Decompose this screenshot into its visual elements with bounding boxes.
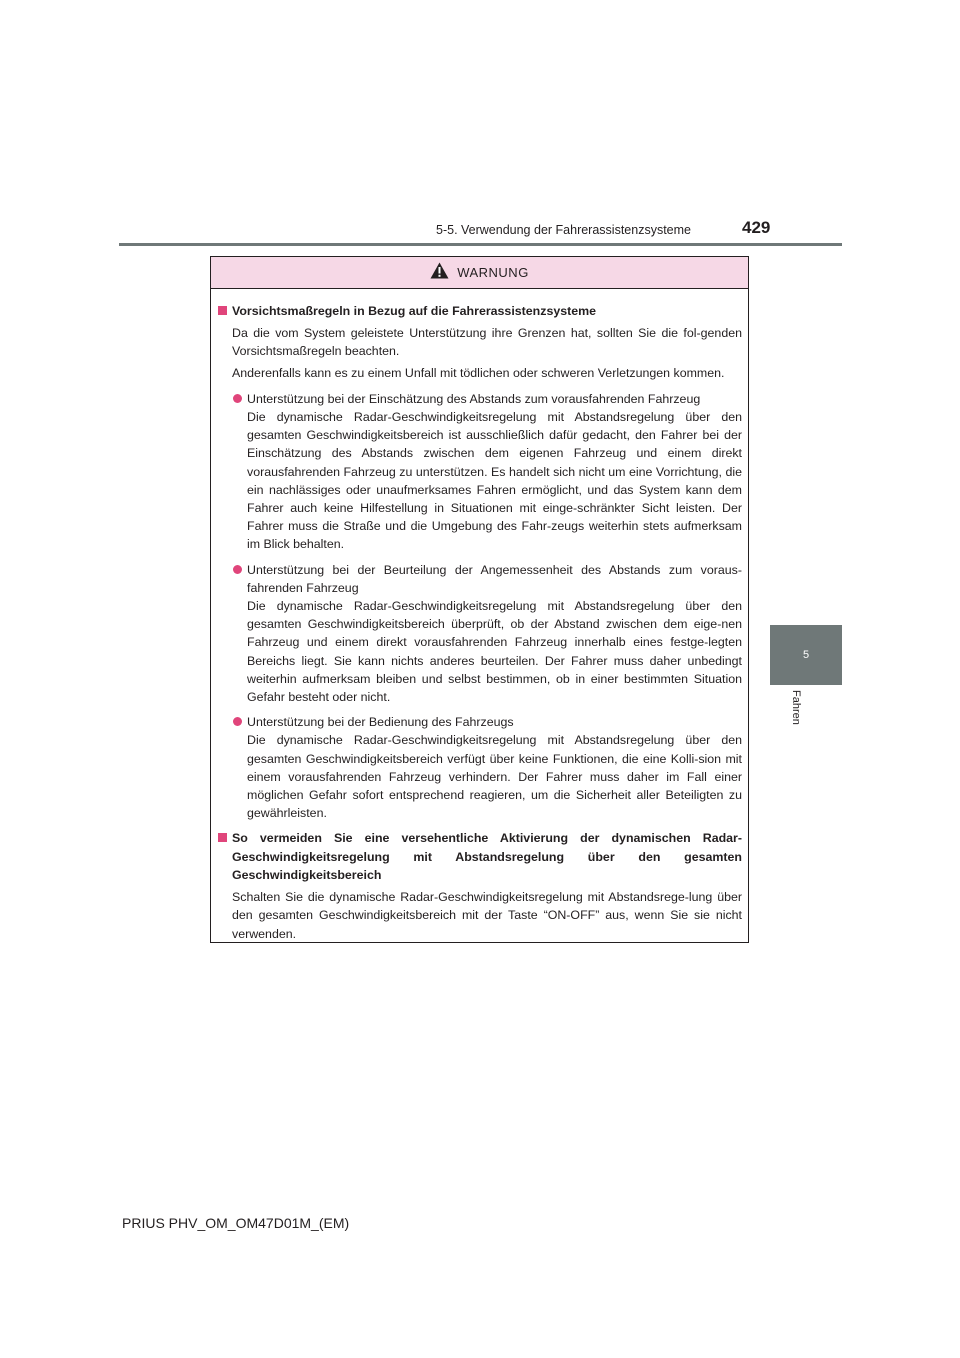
section-title: 5-5. Verwendung der Fahrerassistenzsysteme xyxy=(436,223,691,237)
header-divider xyxy=(119,243,842,246)
chapter-number: 5 xyxy=(802,649,810,661)
warning-title: WARNUNG xyxy=(457,265,529,280)
list-item-title: Unterstützung bei der Beurteilung der Angemessenheit des Abstands zum voraus-fahrenden Fahrzeug xyxy=(247,562,742,595)
paragraph: Schalten Sie die dynamische Radar-Geschwindigkeitsregelung mit Abstandsrege-lung über den gesamten Geschwindigkeitsbereich mit der Taste “ON-OFF” aus, wenn Sie sie nicht verwenden. xyxy=(232,890,742,941)
list-item xyxy=(233,390,742,554)
page-number: 429 xyxy=(742,218,771,237)
circle-bullet-icon xyxy=(233,394,242,403)
list-item-text: Die dynamische Radar-Geschwindigkeitsregelung mit Abstandsregelung über den gesamten Geschwindigkeitsbereich überprüft, ob der Abstand zwischen dem eige-nen Fahrzeug und einem direkt vorausfahrenden Fahrzeug innerhalb eines festge-legten Bereichs liegt. Sie kann nichts anderes beurteilen. Der Fahrer muss daher unbedingt weiterhin aufmerksam bleiben und selbst bestimmen, ob in einer bestimmten Situation Gefahr besteht oder nicht. xyxy=(247,599,742,705)
warning-body xyxy=(211,289,748,943)
list-item-text: Die dynamische Radar-Geschwindigkeitsregelung mit Abstandsregelung über den gesamten Geschwindigkeitsbereich verfügt über keine Funktionen, die eine Kolli-sion mit einem vorausfahrenden Fahrzeug verhindern. Der Fahrer muss daher im Fall einer möglichen Gefahr sofort entsprechend reagieren, um die Sicherheit aller Beteiligten zu gewährleisten. xyxy=(247,733,742,821)
list-item-text: Die dynamische Radar-Geschwindigkeitsregelung mit Abstandsregelung über den gesamten Geschwindigkeitsbereich ist ausschließlich dafür gedacht, den Fahrer bei der Einschätzung des Abstands zwischen dem eigenen Fahrzeug und einem direkt vorausfahrenden Fahrzeug zu unterstützen. Es handelt sich nicht um eine Vorrichtung, die ein nachlässiges oder unaufmerksames Fahren ermöglicht, und das System kann dem Fahrer auch keine Hilfestellung in Situationen mit einge-schränkter Sicht leisten. Der Fahrer muss die Straße und die Umgebung des Fahr-zeugs weiterhin stets aufmerksam im Blick behalten. xyxy=(247,410,742,552)
list-item-title: Unterstützung bei der Einschätzung des Abstands zum vorausfahrenden Fahrzeug xyxy=(247,391,701,406)
paragraph: Da die vom System geleistete Unterstützung ihre Grenzen hat, sollten Sie die fol-genden Vorsichtsmaßregeln beachten. xyxy=(232,326,742,359)
square-bullet-icon xyxy=(218,306,227,315)
circle-bullet-icon xyxy=(233,717,242,726)
list-item-title: Unterstützung bei der Bedienung des Fahrzeugs xyxy=(247,715,514,730)
circle-bullet-icon xyxy=(233,565,242,574)
chapter-label: Fahren xyxy=(790,690,802,725)
warning-triangle-icon xyxy=(430,262,449,284)
section-heading: So vermeiden Sie eine versehentliche Aktivierung der dynamischen Radar-Geschwindigkeitsregelung mit Abstandsregelung über den gesamten Geschwindigkeitsbereich xyxy=(218,829,742,884)
warning-header xyxy=(211,257,748,289)
section-heading: Vorsichtsmaßregeln in Bezug auf die Fahrerassistenzsysteme xyxy=(218,302,742,320)
paragraph: Anderenfalls kann es zu einem Unfall mit tödlichen oder schweren Verletzungen kommen. xyxy=(232,365,725,380)
warning-box xyxy=(210,256,749,943)
square-bullet-icon xyxy=(218,833,227,842)
list-item xyxy=(233,713,742,822)
list-item xyxy=(233,561,742,707)
document-code: PRIUS PHV_OM_OM47D01M_(EM) xyxy=(122,1215,350,1231)
chapter-tab xyxy=(770,625,842,685)
